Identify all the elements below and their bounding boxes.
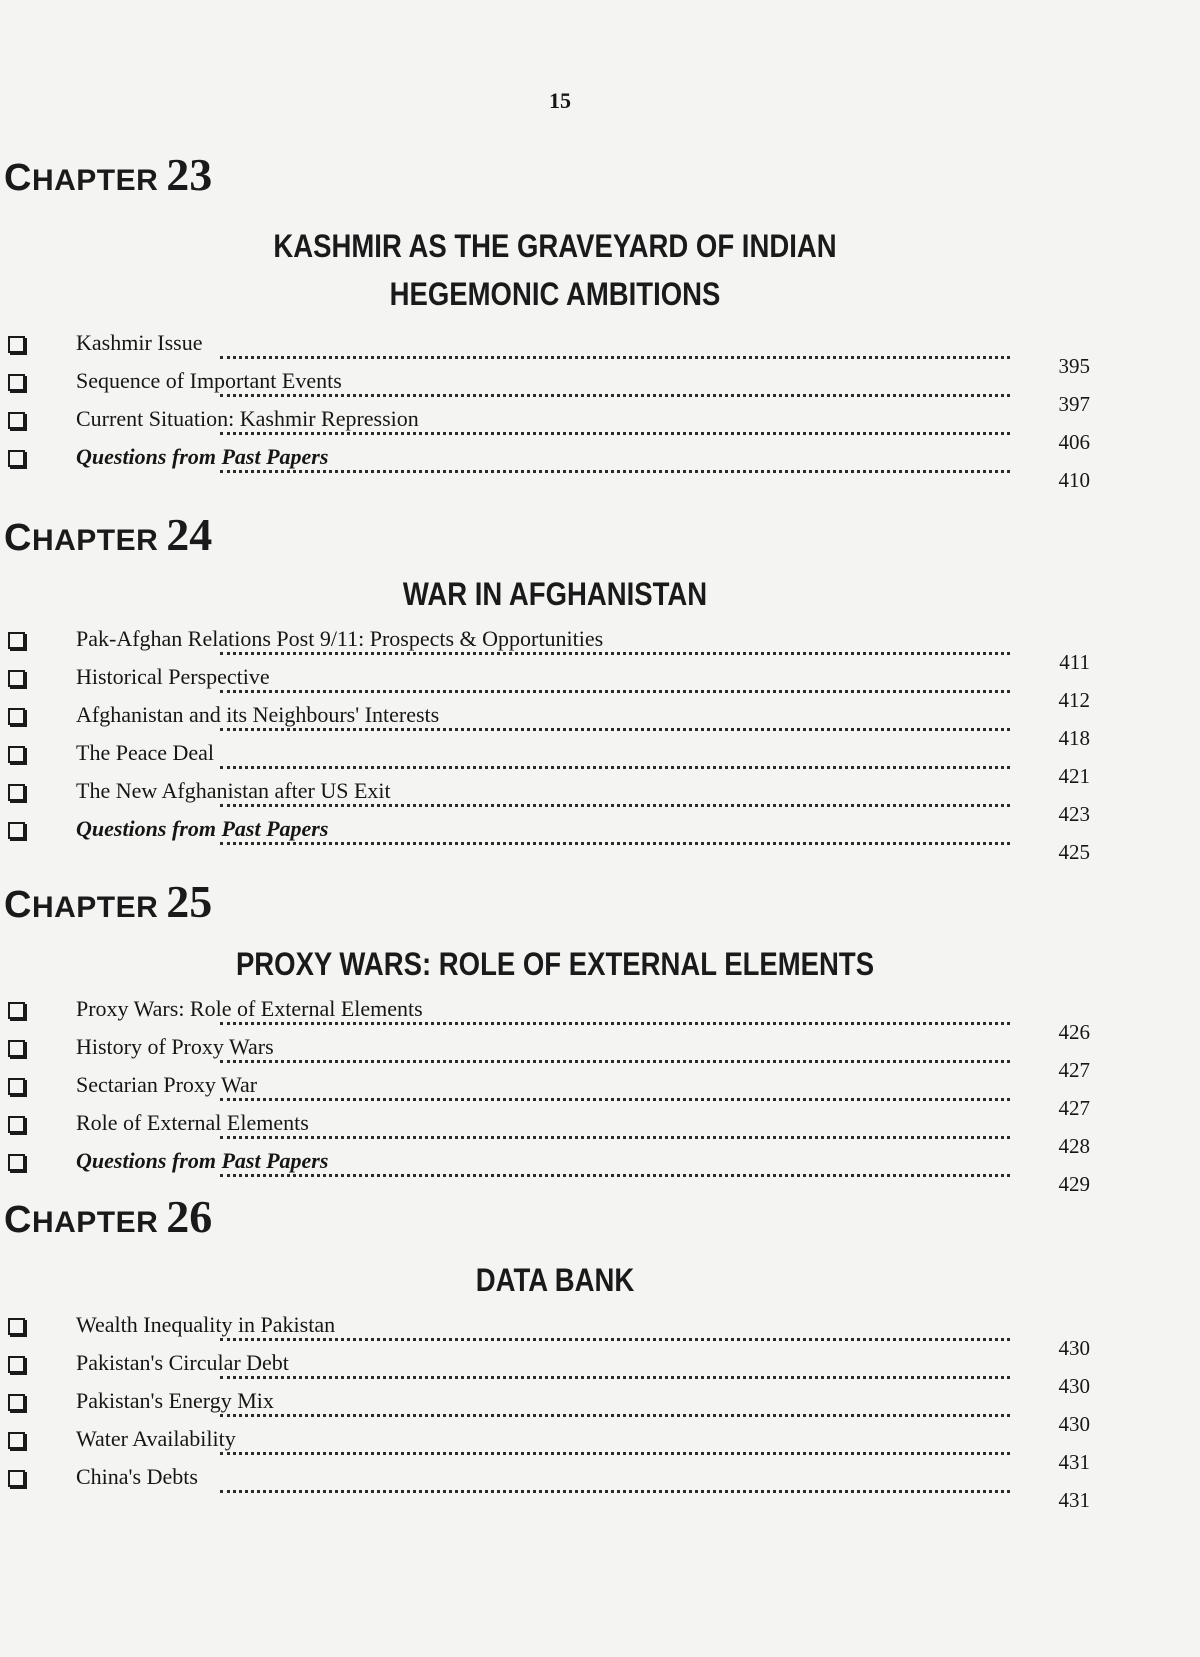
checkbox-icon [8, 450, 25, 467]
toc-entry[interactable] [0, 660, 1110, 712]
toc-entry[interactable] [0, 364, 1110, 416]
checkbox-icon [8, 1154, 25, 1171]
toc-entry[interactable] [0, 1460, 1110, 1512]
dot-leader [220, 842, 1010, 845]
entry-title[interactable]: The Peace Deal [76, 740, 215, 765]
entry-page-number: 423 [1058, 802, 1090, 826]
entry-page-number: 406 [1058, 430, 1090, 454]
dot-leader [220, 690, 1010, 693]
toc-entry[interactable] [0, 1030, 1110, 1082]
dot-leader [220, 804, 1010, 807]
chapter-title-line: PROXY WARS: ROLE OF EXTERNAL ELEMENTS [235, 946, 875, 982]
dot-leader [220, 1414, 1010, 1417]
entry-page-number: 425 [1058, 840, 1090, 864]
toc-entry[interactable] [0, 326, 1110, 378]
entry-title[interactable]: Wealth Inequality in Pakistan [76, 1312, 336, 1337]
checkbox-icon [8, 1356, 25, 1373]
dot-leader [220, 1174, 1010, 1177]
checkbox-icon [8, 670, 25, 687]
chapter-label [4, 884, 159, 926]
entry-page-number: 427 [1058, 1096, 1090, 1120]
checkbox-icon [8, 746, 25, 763]
checkbox-icon [8, 1002, 25, 1019]
entry-title[interactable]: Proxy Wars: Role of External Elements [76, 996, 423, 1021]
entry-title[interactable]: Role of External Elements [76, 1110, 309, 1135]
entry-page-number: 430 [1058, 1336, 1090, 1360]
dot-leader [220, 728, 1010, 731]
checkbox-icon [8, 1432, 25, 1449]
entry-title[interactable]: The New Afghanistan after US Exit [76, 778, 391, 803]
entry-page-number: 421 [1058, 764, 1090, 788]
entry-title[interactable]: Kashmir Issue [76, 330, 203, 355]
checkbox-icon [8, 412, 25, 429]
dot-leader [220, 652, 1010, 655]
chapter-label-initial: C [4, 517, 32, 559]
entry-page-number: 431 [1058, 1450, 1090, 1474]
toc-entry[interactable] [0, 622, 1110, 674]
entry-title[interactable]: China's Debts [76, 1464, 198, 1489]
toc-entry[interactable] [0, 440, 1110, 492]
chapter-heading [4, 875, 212, 928]
entry-title[interactable]: Historical Perspective [76, 664, 270, 689]
chapter-title-line: KASHMIR AS THE GRAVEYARD OF INDIAN [273, 228, 837, 264]
toc-entry-list [0, 992, 1110, 1196]
entry-page-number: 431 [1058, 1488, 1090, 1512]
entry-page-number: 410 [1058, 468, 1090, 492]
toc-entry[interactable] [0, 698, 1110, 750]
checkbox-icon [8, 1394, 25, 1411]
dot-leader [220, 432, 1010, 435]
dot-leader [220, 470, 1010, 473]
dot-leader [220, 1376, 1010, 1379]
toc-entry-list [0, 622, 1110, 864]
entry-page-number: 430 [1058, 1374, 1090, 1398]
entry-page-number: 428 [1058, 1134, 1090, 1158]
chapter-label-rest: HAPTER [31, 1206, 159, 1239]
page-number: 15 [549, 88, 571, 113]
checkbox-icon [8, 632, 25, 649]
entry-page-number: 426 [1058, 1020, 1090, 1044]
entry-title[interactable]: Questions from Past Papers [76, 444, 329, 469]
chapter-label [4, 1199, 159, 1241]
toc-entry[interactable] [0, 736, 1110, 788]
toc-entry[interactable] [0, 1422, 1110, 1474]
entry-title[interactable]: Current Situation: Kashmir Repression [76, 406, 419, 431]
entry-page-number: 430 [1058, 1412, 1090, 1436]
checkbox-icon [8, 1318, 25, 1335]
toc-entry-list [0, 326, 1110, 492]
entry-page-number: 412 [1058, 688, 1090, 712]
chapter-label-rest: HAPTER [31, 891, 159, 924]
chapter-label-rest: HAPTER [31, 524, 159, 557]
dot-leader [220, 766, 1010, 769]
toc-entry[interactable] [0, 402, 1110, 454]
chapter-number: 25 [166, 876, 213, 927]
dot-leader [220, 1060, 1010, 1063]
dot-leader [220, 356, 1010, 359]
entry-title[interactable]: History of Proxy Wars [76, 1034, 274, 1059]
toc-entry[interactable] [0, 1346, 1110, 1398]
checkbox-icon [8, 1116, 25, 1133]
entry-title[interactable]: Questions from Past Papers [76, 816, 329, 841]
chapter-heading [4, 508, 212, 561]
toc-entry[interactable] [0, 774, 1110, 826]
dot-leader [220, 1022, 1010, 1025]
chapter-title [78, 222, 1033, 318]
entry-title[interactable]: Water Availability [76, 1426, 236, 1451]
chapter-label [4, 157, 159, 199]
toc-entry[interactable] [0, 992, 1110, 1044]
toc-entry[interactable] [0, 1308, 1110, 1360]
chapter-title [78, 940, 1033, 988]
entry-title[interactable]: Sequence of Important Events [76, 368, 342, 393]
chapter-number: 24 [166, 509, 213, 560]
entry-page-number: 395 [1058, 354, 1090, 378]
chapter-label-rest: HAPTER [31, 164, 159, 197]
chapter-label-initial: C [4, 884, 32, 926]
checkbox-icon [8, 822, 25, 839]
checkbox-icon [8, 1470, 25, 1487]
entry-title[interactable]: Pakistan's Circular Debt [76, 1350, 289, 1375]
dot-leader [220, 394, 1010, 397]
entry-page-number: 418 [1058, 726, 1090, 750]
dot-leader [220, 1338, 1010, 1341]
toc-entry[interactable] [0, 1384, 1110, 1436]
checkbox-icon [8, 1040, 25, 1057]
entry-title[interactable]: Sectarian Proxy War [76, 1072, 258, 1097]
toc-entry[interactable] [0, 1068, 1110, 1120]
dot-leader [220, 1098, 1010, 1101]
chapter-title-line: WAR IN AFGHANISTAN [402, 576, 708, 612]
chapter-heading [4, 148, 212, 201]
entry-title[interactable]: Pak-Afghan Relations Post 9/11: Prospects & Opportunities [76, 626, 604, 651]
dot-leader [220, 1136, 1010, 1139]
chapter-heading [4, 1190, 212, 1243]
chapter-title-line: HEGEMONIC AMBITIONS [389, 276, 721, 312]
chapter-label [4, 517, 159, 559]
toc-entry[interactable] [0, 1106, 1110, 1158]
checkbox-icon [8, 374, 25, 391]
chapter-label-initial: C [4, 1199, 32, 1241]
entry-page-number: 429 [1058, 1172, 1090, 1196]
chapter-label-initial: C [4, 157, 32, 199]
toc-entry[interactable] [0, 1144, 1110, 1196]
entry-page-number: 427 [1058, 1058, 1090, 1082]
entry-page-number: 397 [1058, 392, 1090, 416]
chapter-title [78, 570, 1033, 618]
entry-title[interactable]: Pakistan's Energy Mix [76, 1388, 274, 1413]
checkbox-icon [8, 1078, 25, 1095]
checkbox-icon [8, 784, 25, 801]
entry-title[interactable]: Questions from Past Papers [76, 1148, 329, 1173]
chapter-number: 23 [166, 149, 213, 200]
dot-leader [220, 1490, 1010, 1493]
toc-entry-list [0, 1308, 1110, 1512]
toc-entry[interactable] [0, 812, 1110, 864]
chapter-title [78, 1256, 1033, 1304]
dot-leader [220, 1452, 1010, 1455]
checkbox-icon [8, 336, 25, 353]
checkbox-icon [8, 708, 25, 725]
entry-page-number: 411 [1059, 650, 1090, 674]
chapter-title-line: DATA BANK [475, 1262, 635, 1298]
entry-title[interactable]: Afghanistan and its Neighbours' Interests [76, 702, 440, 727]
chapter-number: 26 [166, 1191, 213, 1242]
